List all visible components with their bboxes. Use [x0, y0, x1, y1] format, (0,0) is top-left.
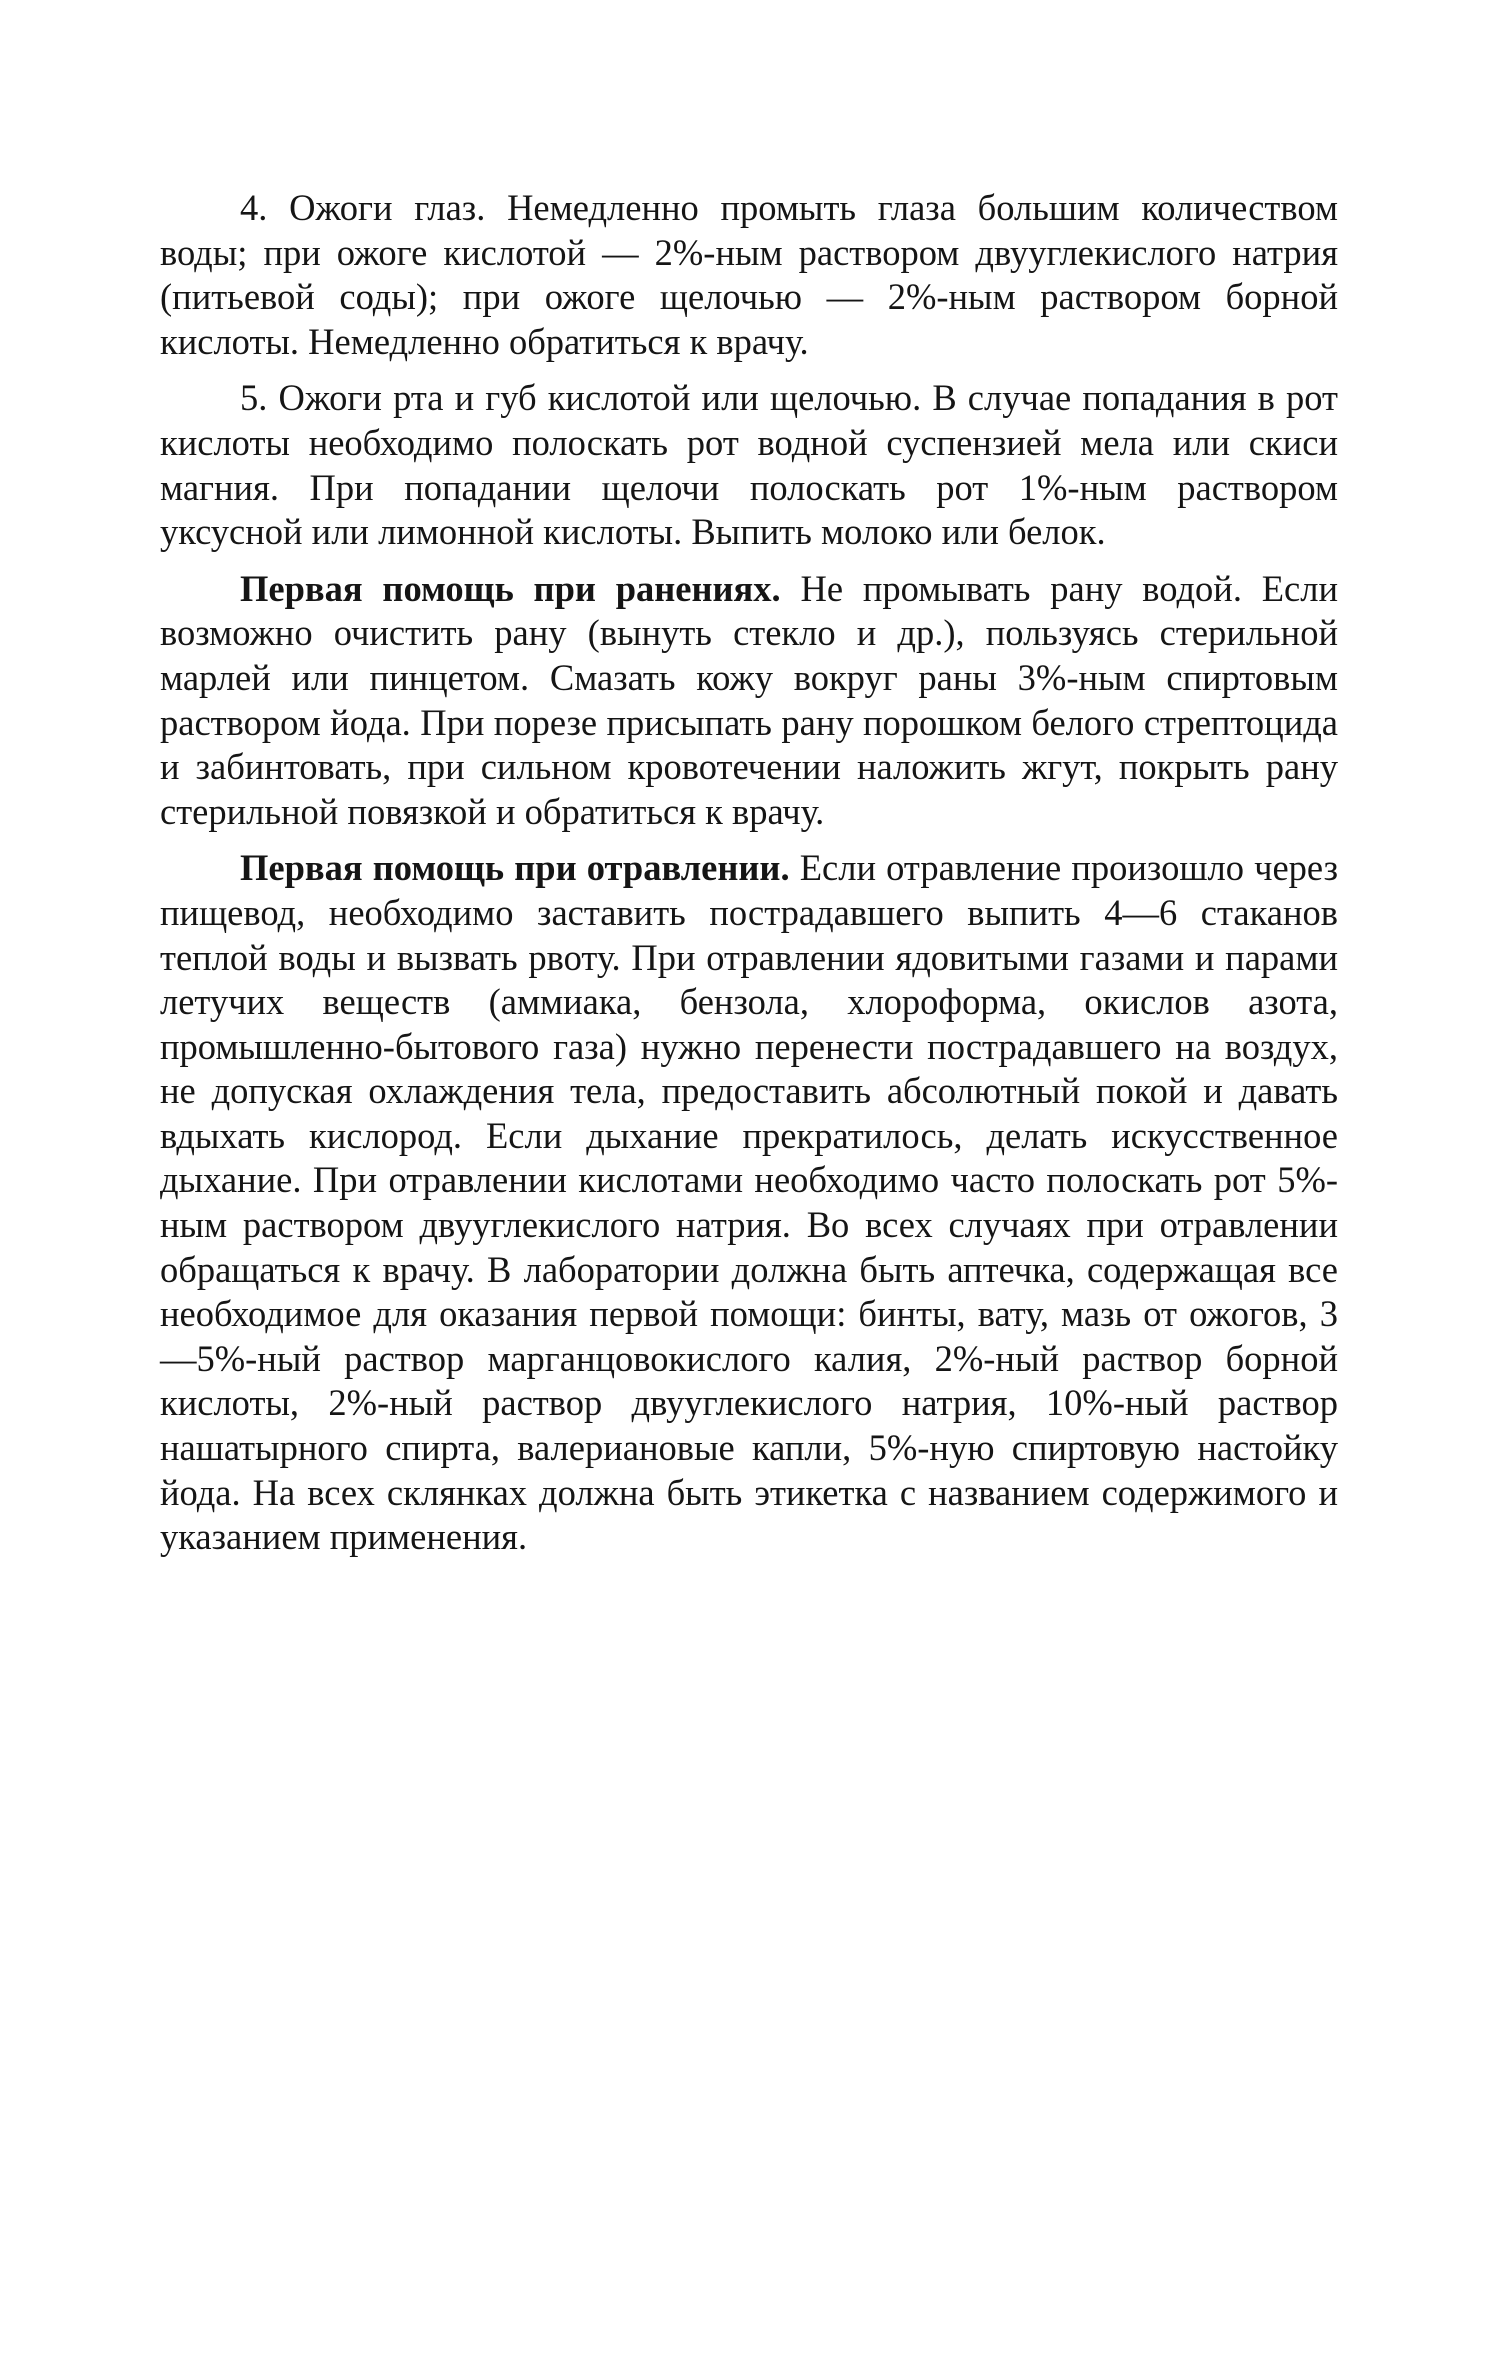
paragraph-text: 4. Ожоги глаз. Немедленно промыть глаза большим количеством воды; при ожоге кислотой — 2%-ным раствором двууглекислого натрия (питьевой соды); при ожоге щелочью — 2%-ным раствором борной кислоты. Немедленно обратиться к врачу.	[160, 187, 1338, 362]
paragraph-mouth-burns	[160, 376, 1338, 554]
paragraph-text: Если отравление произошло через пищевод, необходимо заставить пострадавшего выпить 4—6 стаканов теплой воды и вызвать рвоту. При отравлении ядовитыми газами и парами летучих веществ (аммиака, бензола, хлороформа, окислов азота, промышленно-бытового газа) нужно перенести пострадавшего на воздух, не допуская охлаждения тела, предоставить абсолютный покой и давать вдыхать кислород. Если дыхание прекратилось, делать искусственное дыхание. При отравлении кислотами необходимо часто полоскать рот 5%-ным раствором двууглекислого натрия. Во всех случаях при отравлении обращаться к врачу. В лаборатории должна быть аптечка, содержащая все необходимое для оказания первой помощи: бинты, вату, мазь от ожогов, 3—5%-ный раствор марганцовокислого калия, 2%-ный раствор борной кислоты, 2%-ный раствор двууглекислого натрия, 10%-ный раствор нашатырного спирта, валериановые капли, 5%-ную спиртовую настойку йода. На всех склянках должна быть этикетка с названием содержимого и указанием применения.	[160, 847, 1338, 1558]
paragraph-heading: Первая помощь при ранениях.	[240, 567, 781, 609]
paragraph-heading: Первая помощь при отравлении.	[240, 847, 790, 889]
paragraph-text: 5. Ожоги рта и губ кислотой или щелочью. В случае попадания в рот кислоты необходимо полоскать рот водной суспензией мела или скиси магния. При попадании щелочи полоскать рот 1%-ным раствором уксусной или лимонной кислоты. Выпить молоко или белок.	[160, 377, 1338, 553]
paragraph-poisoning	[160, 846, 1338, 1560]
page-body	[160, 186, 1338, 1560]
paragraph-wounds	[160, 567, 1338, 835]
paragraph-eye-burns	[160, 186, 1338, 364]
paragraph-text: Не промывать рану водой. Если возможно очистить рану (вынуть стекло и др.), пользуясь стерильной марлей или пинцетом. Смазать кожу вокруг раны 3%-ным спиртовым раствором йода. При порезе присыпать рану порошком белого стрептоцида и забинтовать, при сильном кровотечении наложить жгут, покрыть рану стерильной повязкой и обратиться к врачу.	[160, 567, 1338, 832]
